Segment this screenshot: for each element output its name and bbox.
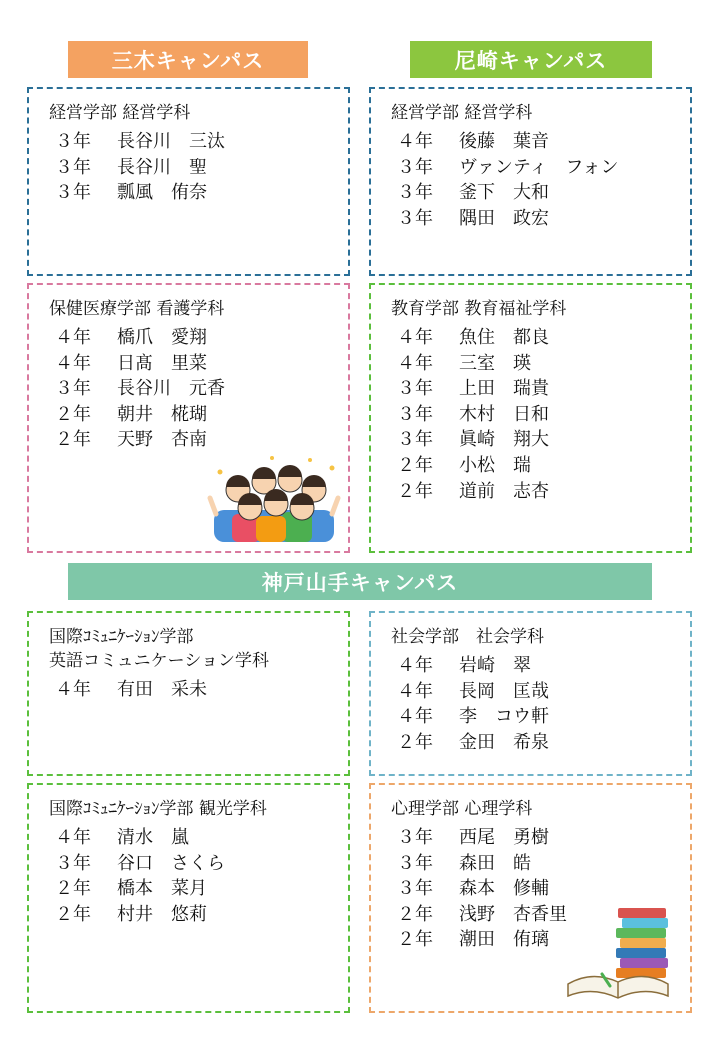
student-row xyxy=(397,376,690,402)
student-row xyxy=(397,825,690,851)
student-year: ４年 xyxy=(397,655,433,676)
student-name: 有田 采未 xyxy=(117,679,207,700)
student-year: ３年 xyxy=(397,852,433,874)
department-name: 経営学部 経営学科 xyxy=(49,103,191,123)
book-stack-icon xyxy=(562,904,674,1004)
student-row xyxy=(397,129,690,155)
banner-kobe: 神戸山手キャンパス xyxy=(68,563,652,600)
banner-miki: 三木キャンパス xyxy=(68,41,308,78)
department-heading xyxy=(391,625,690,649)
student-name: 森本 修輔 xyxy=(459,878,549,900)
banner-amagasaki: 尼崎キャンパス xyxy=(410,41,652,78)
student-row xyxy=(397,206,690,232)
student-year: ２年 xyxy=(397,480,433,502)
student-year: ４年 xyxy=(397,327,433,348)
student-year: ４年 xyxy=(397,706,433,728)
student-list xyxy=(391,325,690,504)
department-heading xyxy=(391,101,690,125)
student-name: 上田 瑞貴 xyxy=(459,378,549,400)
student-year: ３年 xyxy=(55,182,91,204)
student-row xyxy=(397,427,690,453)
department-name: 国際ｺﾐｭﾆｹｰｼｮﾝ学部 観光学科 xyxy=(49,799,267,819)
department-name: 心理学部 心理学科 xyxy=(391,799,533,819)
student-year: ３年 xyxy=(397,429,433,451)
student-year: ２年 xyxy=(55,403,91,425)
student-year: ３年 xyxy=(55,131,91,152)
student-name: 瓢風 侑奈 xyxy=(117,182,207,204)
student-name: 長谷川 聖 xyxy=(117,156,207,178)
student-row xyxy=(397,479,690,505)
department-name: 社会学部 社会学科 xyxy=(391,627,544,647)
student-name: 道前 志杏 xyxy=(459,480,549,502)
student-list xyxy=(49,825,348,927)
student-year: ３年 xyxy=(397,207,433,229)
student-row xyxy=(397,876,690,902)
student-list xyxy=(49,129,348,206)
department-name: 保健医療学部 看護学科 xyxy=(49,299,225,319)
department-heading xyxy=(49,625,348,673)
student-name: 長谷川 三汰 xyxy=(117,131,225,152)
student-row xyxy=(55,851,348,877)
student-name: 後藤 葉音 xyxy=(459,131,549,152)
student-name: 天野 杏南 xyxy=(117,429,207,451)
department-name: 英語コミュニケーション学科 xyxy=(49,651,269,671)
student-row xyxy=(55,825,348,851)
student-row xyxy=(55,902,348,928)
student-name: 三室 瑛 xyxy=(459,352,531,374)
student-name: 小松 瑞 xyxy=(459,454,531,476)
student-year: ２年 xyxy=(397,903,433,925)
student-row xyxy=(397,155,690,181)
student-row xyxy=(397,325,690,351)
student-row xyxy=(397,730,690,756)
student-name: 潮田 侑璃 xyxy=(459,929,549,951)
box-kobe-tourism xyxy=(27,783,350,1013)
student-list xyxy=(49,325,348,453)
student-list xyxy=(391,653,690,755)
student-name: 李 コウ軒 xyxy=(459,706,549,728)
student-name: 隅田 政宏 xyxy=(459,207,549,229)
department-heading xyxy=(49,797,348,821)
department-heading xyxy=(49,101,348,125)
student-year: ２年 xyxy=(55,903,91,925)
student-name: 長岡 匡哉 xyxy=(459,680,549,702)
student-row xyxy=(55,427,348,453)
student-list xyxy=(391,129,690,231)
student-row xyxy=(397,351,690,377)
box-kobe-intl-eng xyxy=(27,611,350,776)
department-name: 教育学部 教育福祉学科 xyxy=(391,299,567,319)
student-year: ４年 xyxy=(55,352,91,374)
student-name: 橋爪 愛翔 xyxy=(117,327,207,348)
student-name: ヴァンティ フォン xyxy=(459,156,619,178)
student-year: ２年 xyxy=(55,429,91,451)
student-row xyxy=(55,402,348,428)
student-name: 釜下 大和 xyxy=(459,182,549,204)
student-year: ３年 xyxy=(55,156,91,178)
student-name: 魚住 都良 xyxy=(459,327,549,348)
student-row xyxy=(397,180,690,206)
student-year: ２年 xyxy=(55,878,91,900)
student-year: ３年 xyxy=(55,378,91,400)
student-name: 森田 皓 xyxy=(459,852,531,874)
student-name: 金田 希泉 xyxy=(459,731,549,753)
student-row xyxy=(397,402,690,428)
student-row xyxy=(397,653,690,679)
student-year: ３年 xyxy=(397,182,433,204)
student-year: ３年 xyxy=(397,403,433,425)
student-year: ４年 xyxy=(397,352,433,374)
student-year: ２年 xyxy=(397,454,433,476)
student-name: 長谷川 元香 xyxy=(117,378,225,400)
student-name: 眞崎 翔大 xyxy=(459,429,549,451)
student-row xyxy=(397,679,690,705)
cheering-crowd-icon xyxy=(206,454,342,542)
student-year: ４年 xyxy=(55,827,91,848)
student-row xyxy=(397,851,690,877)
student-name: 橋本 菜月 xyxy=(117,878,207,900)
student-list xyxy=(49,677,348,703)
student-year: ３年 xyxy=(397,827,433,848)
student-year: ４年 xyxy=(55,679,91,700)
student-name: 岩崎 翠 xyxy=(459,655,531,676)
student-name: 清水 嵐 xyxy=(117,827,189,848)
department-heading xyxy=(391,297,690,321)
student-year: ３年 xyxy=(55,852,91,874)
student-year: ２年 xyxy=(397,929,433,951)
student-name: 朝井 椛瑚 xyxy=(117,403,207,425)
student-row xyxy=(397,453,690,479)
student-row xyxy=(55,876,348,902)
student-year: ３年 xyxy=(397,156,433,178)
student-year: ４年 xyxy=(397,131,433,152)
student-row xyxy=(397,704,690,730)
student-row xyxy=(55,129,348,155)
student-name: 谷口 さくら xyxy=(117,852,225,874)
student-year: ３年 xyxy=(397,878,433,900)
student-name: 木村 日和 xyxy=(459,403,549,425)
student-name: 西尾 勇樹 xyxy=(459,827,549,848)
box-ama-econ xyxy=(369,87,692,276)
student-name: 村井 悠莉 xyxy=(117,903,207,925)
department-heading xyxy=(391,797,690,821)
student-row xyxy=(55,376,348,402)
box-miki-econ xyxy=(27,87,350,276)
student-year: ３年 xyxy=(397,378,433,400)
department-heading xyxy=(49,297,348,321)
box-ama-edu xyxy=(369,283,692,553)
department-name: 経営学部 経営学科 xyxy=(391,103,533,123)
student-year: ４年 xyxy=(397,680,433,702)
student-row xyxy=(55,180,348,206)
student-row xyxy=(55,155,348,181)
student-name: 日髙 里菜 xyxy=(117,352,207,374)
student-row xyxy=(55,351,348,377)
student-row xyxy=(55,325,348,351)
student-year: ２年 xyxy=(397,731,433,753)
student-row xyxy=(55,677,348,703)
student-year: ４年 xyxy=(55,327,91,348)
box-kobe-social xyxy=(369,611,692,776)
student-name: 浅野 杏香里 xyxy=(459,903,567,925)
department-name: 国際ｺﾐｭﾆｹｰｼｮﾝ学部 xyxy=(49,627,194,647)
